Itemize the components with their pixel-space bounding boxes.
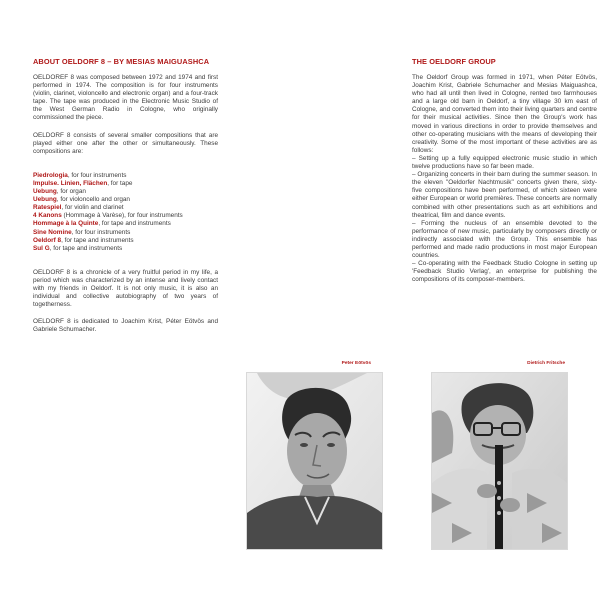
oeldorf-group-heading: THE OELDORF GROUP: [412, 57, 496, 66]
about-paragraph-1: OELDOREF 8 was composed between 1972 and 1974 and first performed in 1974. The composition is for four instruments (violin, clarinet, violoncello and electronic organ) and a four-track tape. The tape was produced in the Electronic Music Studio of the West German Radio in Cologne, who originally commissioned the piece.: [33, 74, 218, 122]
list-item: Sine Nomine, for four instruments: [33, 228, 131, 236]
portrait-image: [247, 373, 382, 549]
photo-caption-eotvos: Peter Eötvös: [341, 361, 371, 366]
list-item: Hommage à la Quinte, for tape and instruments: [33, 220, 171, 228]
list-item: Sul G, for tape and instruments: [33, 244, 123, 252]
list-item: Impulse. Linien, Flächen, for tape: [33, 179, 133, 187]
photo-dietrich-fritsche: [431, 372, 568, 550]
group-bullet-2: – Organizing concerts in their barn during the summer season. In the eleven "Oeldorfer Nachtmusik" concerts given there, sixty-five compositions have been performed, of which sixteen were either European or world premières. These concerts are normally combined with other presentations such as art exhibitions and theatrical, film and dance events.: [412, 171, 597, 219]
photo-peter-eotvos: [246, 372, 383, 550]
left-column: [33, 57, 218, 343]
list-item: Piedrologia, for four instruments: [33, 171, 127, 179]
about-paragraph-3: OELDORF 8 is a chronicle of a very fruitful period in my life, a period which was characterized by an intense and lively contact with my friends in Oeldorf. It is not only music, it is also an individual and collective autobiography of two years of togetherness.: [33, 268, 218, 309]
group-bullet-3: – Forming the nucleus of an ensemble devoted to the performance of new music, particularly by composers directly or indirectly associated with the Group. This ensemble has performed and made radio productions in most major European countries.: [412, 219, 597, 260]
list-item: Ratespiel, for violin and clarinet: [33, 204, 124, 212]
compositions-list: [33, 172, 218, 253]
about-paragraph-2: OELDORF 8 consists of several smaller compositions that are played either one after the other or simultaneously. These compositions are:: [33, 131, 218, 155]
group-paragraph-1: The Oeldorf Group was formed in 1971, when Péter Eötvös, Joachim Krist, Gabriele Schumacher and Mesias Maiguashca, who had all until then lived in Cologne, rented two farmhouses and a large old barn in Oeldorf, a tiny village 30 km east of Cologne, and converted them into their living quarters and centre for their musical activities. Since then the Group's work has moved in various directions in order to provide themselves and other co-operating musicians with the means of developing their creativity. Some of the most important of these activities are as follows:: [412, 74, 597, 154]
group-bullet-4: – Co-operating with the Feedback Studio Cologne in setting up 'Feedback Studio Verlag', an enterprise for publishing the compositions of its composer-members.: [412, 260, 597, 284]
list-item: Uebung, for violoncello and organ: [33, 196, 130, 204]
right-column: [412, 57, 597, 284]
portrait-image: [432, 373, 567, 549]
group-bullet-1: – Setting up a fully equipped electronic music studio in which twelve productions have so far been made.: [412, 154, 597, 171]
list-item: 4 Kanons (Hommage à Varèse), for four instruments: [33, 212, 183, 220]
about-paragraph-4: OELDORF 8 is dedicated to Joachim Krist, Péter Eötvös and Gabriele Schumacher.: [33, 318, 218, 334]
list-item: Uebung, for organ: [33, 188, 86, 196]
about-oeldorf-heading: ABOUT OELDORF 8 – BY MESIAS MAIGUASHCA: [33, 57, 210, 66]
photo-caption-fritsche: Dietrich Fritsche: [527, 361, 565, 366]
list-item: Oeldorf 8, for tape and instruments: [33, 236, 134, 244]
